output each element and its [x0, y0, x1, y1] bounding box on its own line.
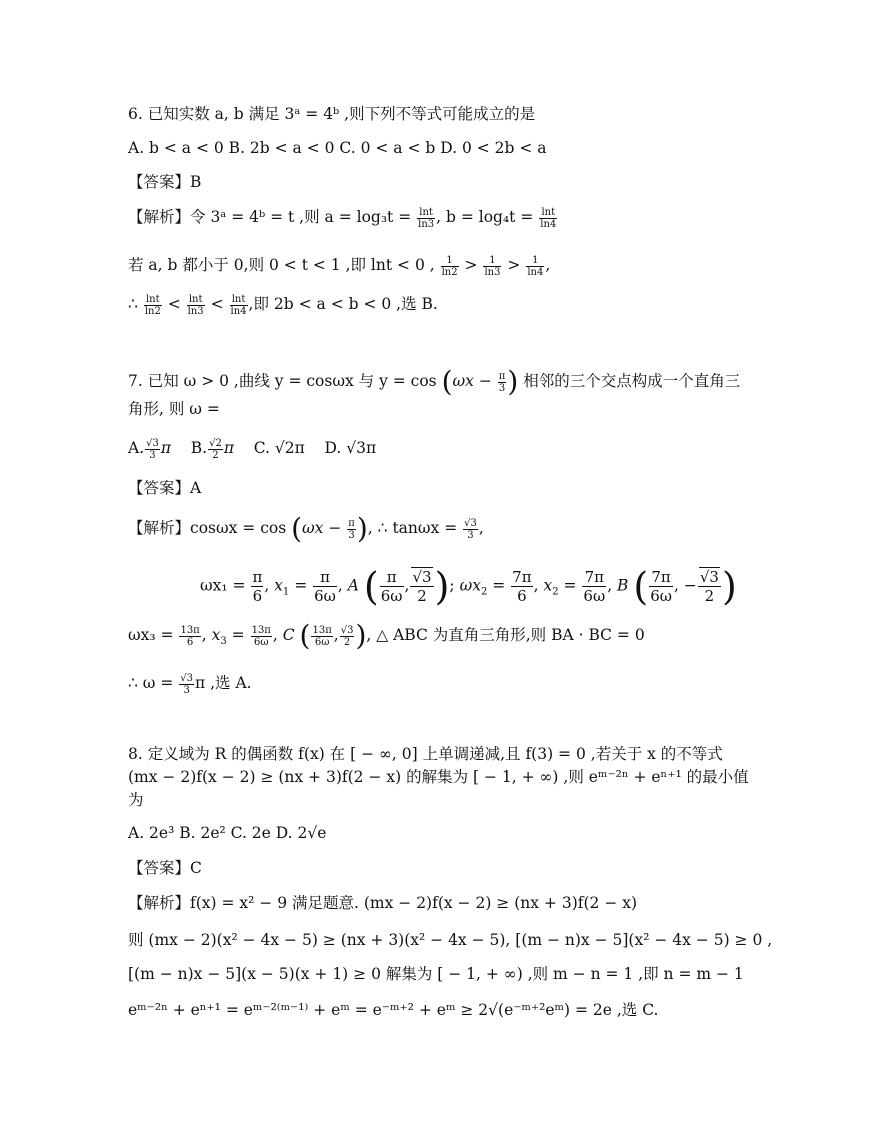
text: , b = log₄t = [436, 208, 534, 226]
analysis-label: 【解析】 [128, 894, 191, 912]
text: cosωx = cos [190, 519, 287, 537]
fraction: $\frac{\ln t}{\ln 2}$ [144, 293, 161, 317]
fraction: $\frac{\pi}{3}$ [498, 370, 506, 394]
q8-analysis-3: [(m − n)x − 5](x − 5)(x + 1) ≥ 0 解集为 [ − 1, + ∞) ,则 m − n = 1 ,即 n = m − 1 [128, 965, 744, 983]
text: , ∴ tanωx = [367, 519, 458, 537]
q7-answer: 【答案】A [128, 479, 202, 497]
fraction: $\frac{1}{\ln 4}$ [527, 254, 544, 278]
fraction: $\frac{13\pi}{6}$ [180, 624, 200, 648]
q7-stem-2: 角形, 则 ω = [128, 400, 220, 418]
option-c: C. √2π [253, 439, 305, 457]
option-a: A. [128, 439, 145, 457]
text: 7. 已知 ω > 0 ,曲线 y = cosωx 与 y = cos [128, 372, 437, 390]
text: f(x) = x² − 9 满足题意. (mx − 2)f(x − 2) ≥ (nx + 3)f(2 − x) [190, 894, 638, 912]
fraction: $\frac{√3}{2}$ [412, 568, 432, 605]
q8-stem-1: 8. 定义域为 R 的偶函数 f(x) 在 [ − ∞, 0] 上单调递减,且 f(3) = 0 ,若关于 x 的不等式 [128, 745, 723, 763]
option-d: D. √3π [324, 439, 377, 457]
q8-analysis-2: 则 (mx − 2)(x² − 4x − 5) ≥ (nx + 3)(x² − 4x − 5), [(m − n)x − 5](x² − 4x − 5) ≥ 0 , [128, 931, 773, 949]
fraction: $\frac{7\pi}{6}$ [512, 568, 532, 605]
therefore-symbol: ∴ [128, 295, 138, 313]
text: ωx₁ = [200, 576, 246, 595]
analysis-label: 【解析】 [128, 519, 191, 537]
q6-options: A. b < a < 0 B. 2b < a < 0 C. 0 < a < b D. 0 < 2b < a [128, 139, 547, 157]
q8-answer: 【答案】C [128, 859, 202, 877]
q7-analysis-3: ωx₃ = $\frac{13\pi}{6}$ , $x_3$ = $\frac{13\pi}{6\omega}$ , C ( $\frac{13\pi}{6\omega}$ , $\frac{√3}{2}$ ), △ ABC 为直角三角形,则 BA · BC = 0 [128, 619, 645, 652]
fraction: $\frac{\ln t}{\ln 4}$ [230, 293, 247, 317]
fraction: $\frac{7\pi}{6\omega}$ [650, 568, 672, 605]
q6-answer: 【答案】B [128, 173, 202, 191]
fraction: $\frac{\pi}{6\omega}$ [380, 568, 403, 605]
fraction: $\frac{\pi}{6\omega}$ [314, 568, 336, 605]
q8-options: A. 2e³ B. 2e² C. 2e D. 2√e [128, 824, 327, 842]
fraction: $\frac{√2}{2}$ [209, 437, 222, 461]
text: 令 3ᵃ = 4ᵇ = t ,则 a = log₃t = [190, 208, 412, 226]
text: 若 a, b 都小于 0,则 0 < t < 1 ,即 lnt < 0 , [128, 256, 435, 274]
fraction: $\frac{1}{\ln 3}$ [484, 254, 501, 278]
q6-stem: 6. 已知实数 a, b 满足 3ᵃ = 4ᵇ ,则下列不等式可能成立的是 [128, 105, 536, 123]
text: , △ ABC 为直角三角形,则 BA · BC = 0 [366, 626, 645, 644]
q8-stem-2: (mx − 2)f(x − 2) ≥ (nx + 3)f(2 − x) 的解集为 [ − 1, + ∞) ,则 eᵐ⁻²ⁿ + eⁿ⁺¹ 的最小值 [128, 768, 749, 786]
fraction: $\frac{1}{\ln 2}$ [441, 254, 458, 278]
text: 相邻的三个交点构成一个直角三 [523, 372, 741, 390]
fraction: $\frac{\ln t}{\ln 3}$ [187, 293, 204, 317]
q7-stem-1: 7. 已知 ω > 0 ,曲线 y = cosωx 与 y = cos (ωx − $\frac{\pi}{3}$ ) 相邻的三个交点构成一个直角三 [128, 365, 741, 398]
q6-analysis-3: ∴ $\frac{\ln t}{\ln 2}$ < $\frac{\ln t}{\ln 3}$ < $\frac{\ln t}{\ln 4}$ ,即 2b < a < b < 0 ,选 B. [128, 293, 438, 317]
analysis-label: 【解析】 [128, 208, 191, 226]
fraction: $\frac{\pi}{6}$ [252, 568, 263, 605]
q7-analysis-4 [128, 672, 252, 696]
q8-analysis-4: eᵐ⁻²ⁿ + eⁿ⁺¹ = eᵐ⁻²⁽ᵐ⁻¹⁾ + eᵐ = e⁻ᵐ⁺² + eᵐ ≥ 2√(e⁻ᵐ⁺²eᵐ) = 2e ,选 C. [128, 1001, 659, 1019]
q6-analysis-1 [128, 206, 558, 230]
option-b: B. [190, 439, 208, 457]
q8-stem-3: 为 [128, 791, 144, 809]
text: π ,选 A. [195, 674, 252, 692]
q6-analysis-2: 若 a, b 都小于 0,则 0 < t < 1 ,即 lnt < 0 , $\frac{1}{\ln 2}$ > $\frac{1}{\ln 3}$ > $\frac{1}{\ln 4}$ , [128, 254, 551, 278]
fraction: $\frac{√3}{3}$ [180, 672, 194, 696]
text: ωx₃ = [128, 626, 174, 644]
text: ∴ ω = [128, 674, 174, 692]
q7-options: A. $\frac{√3}{3}$ π B. $\frac{√2}{2}$ π C. √2π D. √3π [128, 437, 377, 461]
fraction: $\frac{√3}{2}$ [340, 624, 354, 648]
q8-analysis-1 [128, 892, 637, 914]
fraction: $\frac{√3}{3}$ [464, 517, 477, 541]
q7-analysis-2: ωx₁ = $\frac{\pi}{6}$ , $x_1$ = $\frac{\pi}{6\omega}$ , A ( $\frac{\pi}{6\omega}$ , $\frac{√3}{2}$ ); $\omega x_2$ = $\frac{7\pi}{6}$ , $x_2$ = $\frac{7\pi}{6\omega}$ , B ( $\frac{7\pi}{6\omega}$ , − $\frac{√3}{2}$ ) [200, 564, 737, 609]
fraction: $\frac{13\pi}{6\omega}$ [251, 624, 271, 648]
fraction: $\frac{\pi}{3}$ [348, 517, 355, 541]
fraction: $\frac{\ln t}{\ln 3}$ [418, 206, 435, 230]
fraction: $\frac{√3}{3}$ [146, 437, 159, 461]
fraction: $\frac{\ln t}{\ln 4}$ [540, 206, 557, 230]
text: ,即 2b < a < b < 0 ,选 B. [248, 295, 438, 313]
q7-analysis-1: 【解析】cosωx = cos (ωx − $\frac{\pi}{3}$ ), ∴ tanωx = $\frac{√3}{3}$ , [128, 512, 484, 545]
fraction: $\frac{√3}{2}$ [699, 568, 719, 605]
fraction: $\frac{7\pi}{6\omega}$ [583, 568, 606, 605]
fraction: $\frac{13\pi}{6\omega}$ [312, 624, 332, 648]
